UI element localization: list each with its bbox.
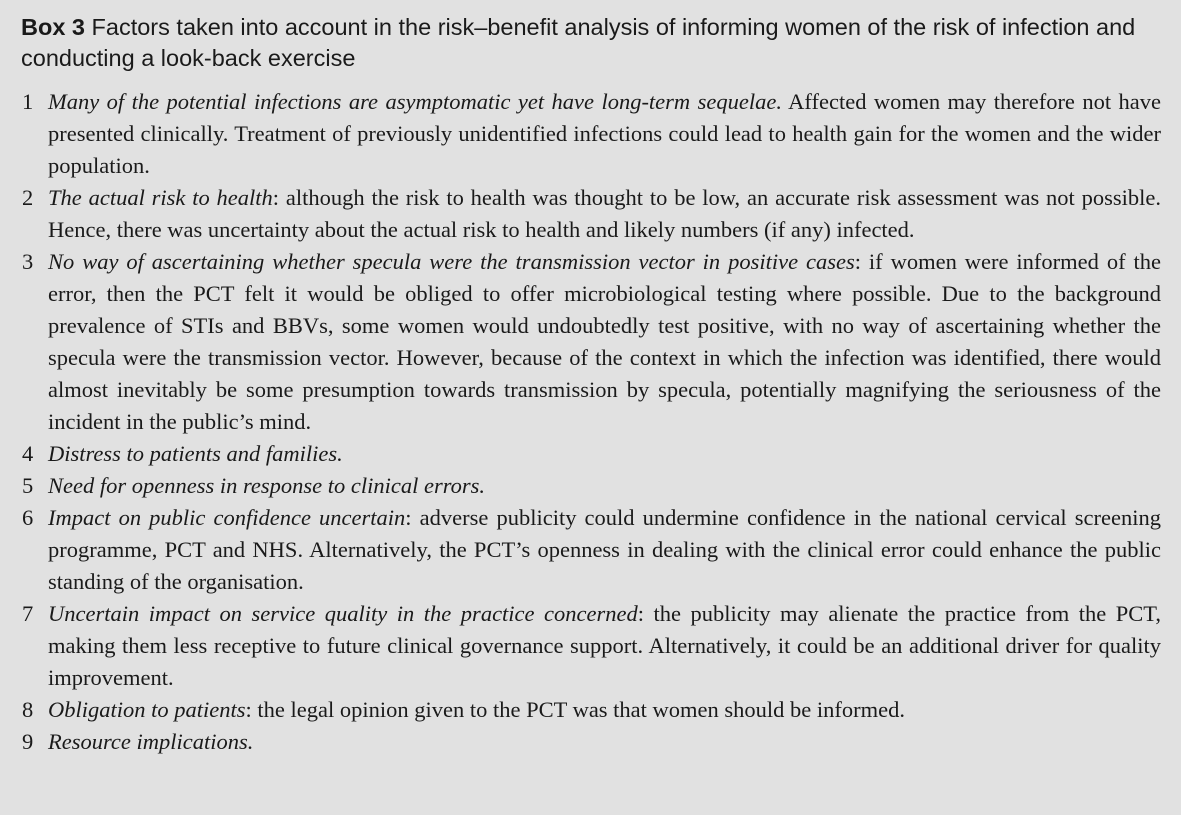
item-lead: No way of ascertaining whether specula were the transmission vector in positive cases [48,249,855,274]
item-text: : although the risk to health was thought to be low, an accurate risk assessment was not possible. Hence, there was uncertainty about the actual risk to health and likely numbers (if any) infected. [48,185,1161,242]
box-title: Factors taken into account in the risk–benefit analysis of informing women of the risk of infection and conducting a look-back exercise [21,14,1136,71]
item-text: : if women were informed of the error, then the PCT felt it would be obliged to offer microbiological testing where possible. Due to the background prevalence of STIs and BBVs, some women would undoubtedly test positive, with no way of ascertaining whether the specula were the transmission vector. However, because of the context in which the infection was identified, there would almost inevitably be some presumption towards transmission by specula, potentially magnifying the seriousness of the incident in the public’s mind. [48,249,1161,434]
list-item [21,182,1161,246]
item-number: 5 [22,473,34,498]
item-number: 9 [22,729,34,754]
item-text: : the publicity may alienate the practice from the PCT, making them less receptive to future clinical governance support. Alternatively, it could be an additional driver for quality improvement. [48,601,1162,690]
list-item [21,246,1161,438]
item-lead: Obligation to patients [48,697,246,722]
list-item [21,726,1161,758]
item-text: : the legal opinion given to the PCT was that women should be informed. [245,697,906,722]
item-number: 8 [22,697,34,722]
box-label: Box 3 [21,14,85,40]
list-item [21,598,1161,694]
item-lead: Impact on public confidence uncertain [48,505,406,530]
item-number: 7 [22,601,34,626]
list-item [21,694,1161,726]
item-lead: Resource implications. [48,729,254,754]
item-lead: Many of the potential infections are asymptomatic yet have long-term sequelae. [48,89,782,114]
item-lead: Need for openness in response to clinical errors. [48,473,486,498]
list-item [21,470,1161,502]
item-number: 3 [22,249,34,274]
item-text: Affected women may therefore not have presented clinically. Treatment of previously unidentified infections could lead to health gain for the women and the wider population. [48,89,1162,178]
item-number: 1 [22,89,34,114]
list-item [21,502,1161,598]
factor-list [21,86,1161,758]
item-text: : adverse publicity could undermine confidence in the national cervical screening programme, PCT and NHS. Alternatively, the PCT’s openness in dealing with the clinical error could enhance the public standing of the organisation. [48,505,1161,594]
item-number: 6 [22,505,34,530]
box-heading [21,12,1161,74]
item-lead: The actual risk to health [48,185,273,210]
item-number: 2 [22,185,34,210]
item-number: 4 [22,441,34,466]
item-lead: Distress to patients and families. [48,441,343,466]
list-item [21,86,1161,182]
list-item [21,438,1161,470]
item-lead: Uncertain impact on service quality in the practice concerned [48,601,638,626]
